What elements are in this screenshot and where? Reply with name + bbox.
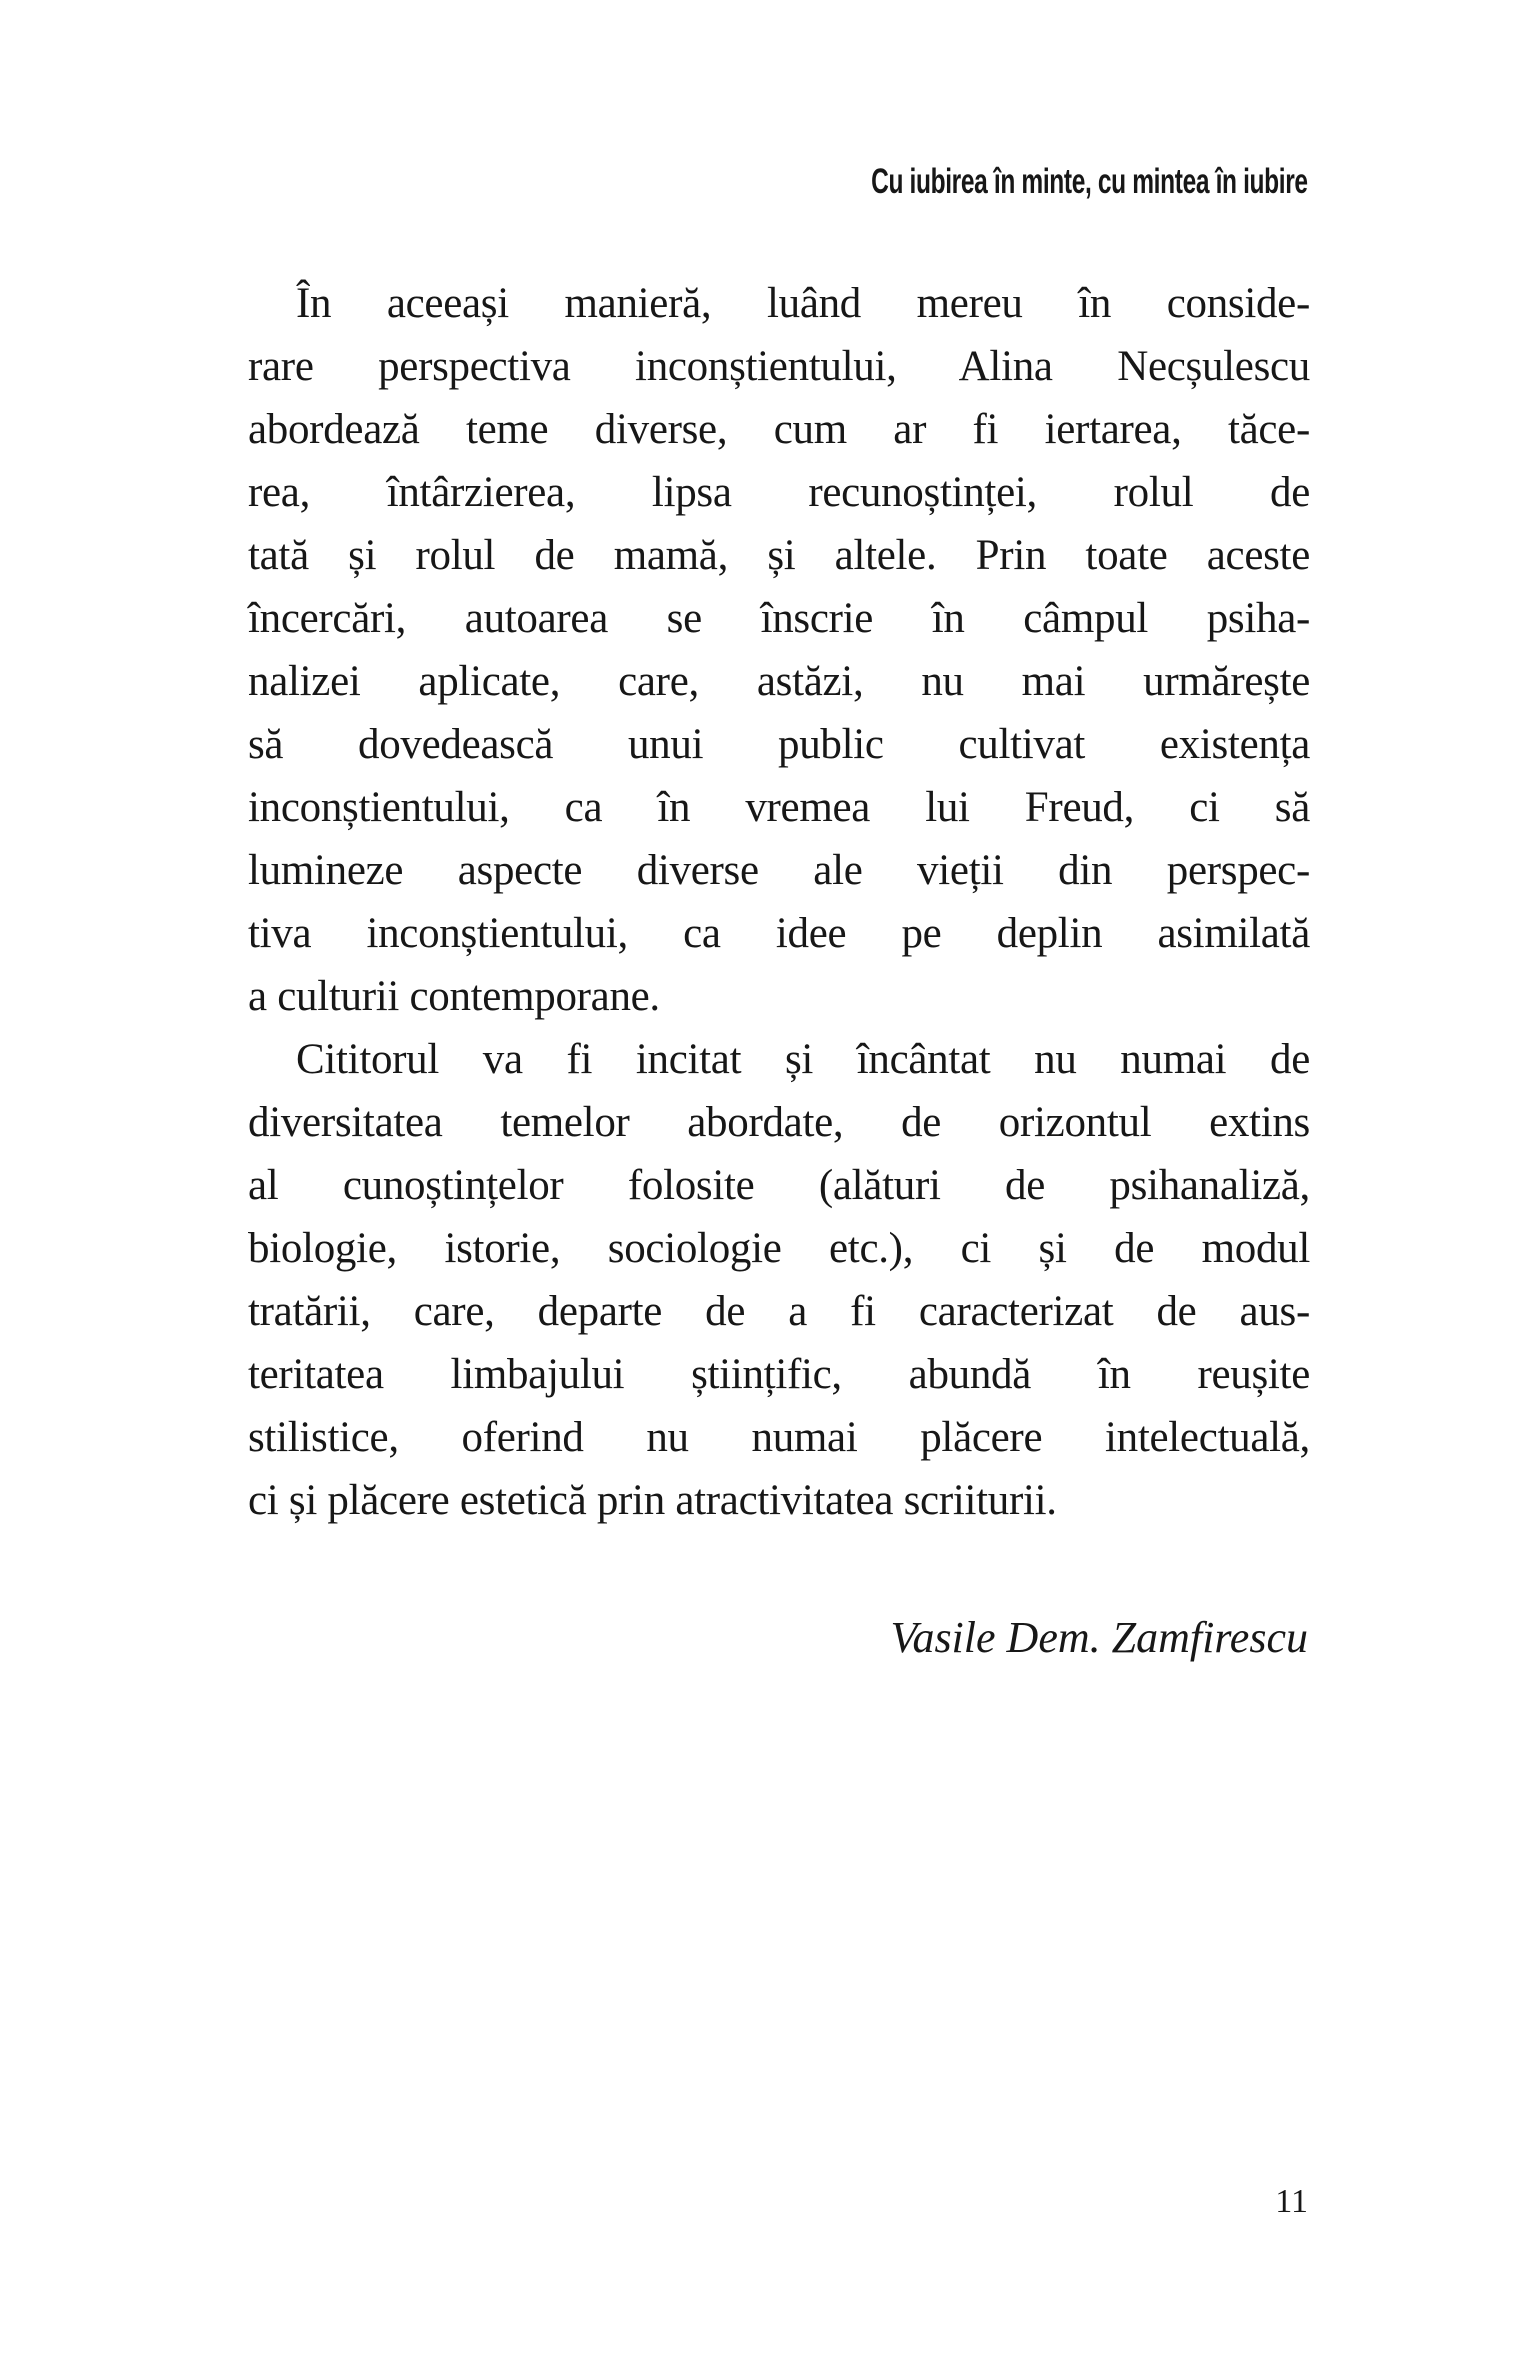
text-line: inconștientului, ca în vremea lui Freud, ci să [248,784,1310,831]
text-line: Cititorul va fi incitat și încântat nu numai de [296,1036,1310,1083]
text-line: să dovedească unui public cultivat existența [248,721,1310,768]
text-line: teritatea limbajului științific, abundă în reușite [248,1351,1310,1398]
text-line: tată și rolul de mamă, și altele. Prin toate aceste [248,532,1310,579]
text-line: rea, întârzierea, lipsa recunoștinței, rolul de [248,469,1310,516]
text-line: biologie, istorie, sociologie etc.), ci și de modul [248,1225,1310,1272]
text-line: tratării, care, departe de a fi caracterizat de aus- [248,1288,1310,1335]
page-number: 11 [1275,2183,1308,2220]
author-signature: Vasile Dem. Zamfirescu [890,1613,1308,1662]
text-line: încercări, autoarea se înscrie în câmpul psiha- [248,595,1310,642]
text-line: a culturii contemporane. [248,973,660,1020]
body-text [248,272,1310,1532]
text-line: abordează teme diverse, cum ar fi iertarea, tăce- [248,406,1310,453]
text-line: al cunoștințelor folosite (alături de psihanaliză, [248,1162,1310,1209]
paragraph-1 [248,272,1310,1028]
running-header: Cu iubirea în minte, cu mintea în iubire [871,162,1308,201]
text-line: nalizei aplicate, care, astăzi, nu mai urmărește [248,658,1310,705]
paragraph-2 [248,1028,1310,1532]
text-line: lumineze aspecte diverse ale vieții din perspec- [248,847,1310,894]
text-line: diversitatea temelor abordate, de orizontul extins [248,1099,1310,1146]
text-line: stilistice, oferind nu numai plăcere intelectuală, [248,1414,1310,1461]
text-line: rare perspectiva inconștientului, Alina Necșulescu [248,343,1310,390]
text-line: În aceeași manieră, luând mereu în conside- [296,280,1310,327]
text-line: tiva inconștientului, ca idee pe deplin asimilată [248,910,1310,957]
text-line: ci și plăcere estetică prin atractivitatea scriiturii. [248,1477,1057,1524]
